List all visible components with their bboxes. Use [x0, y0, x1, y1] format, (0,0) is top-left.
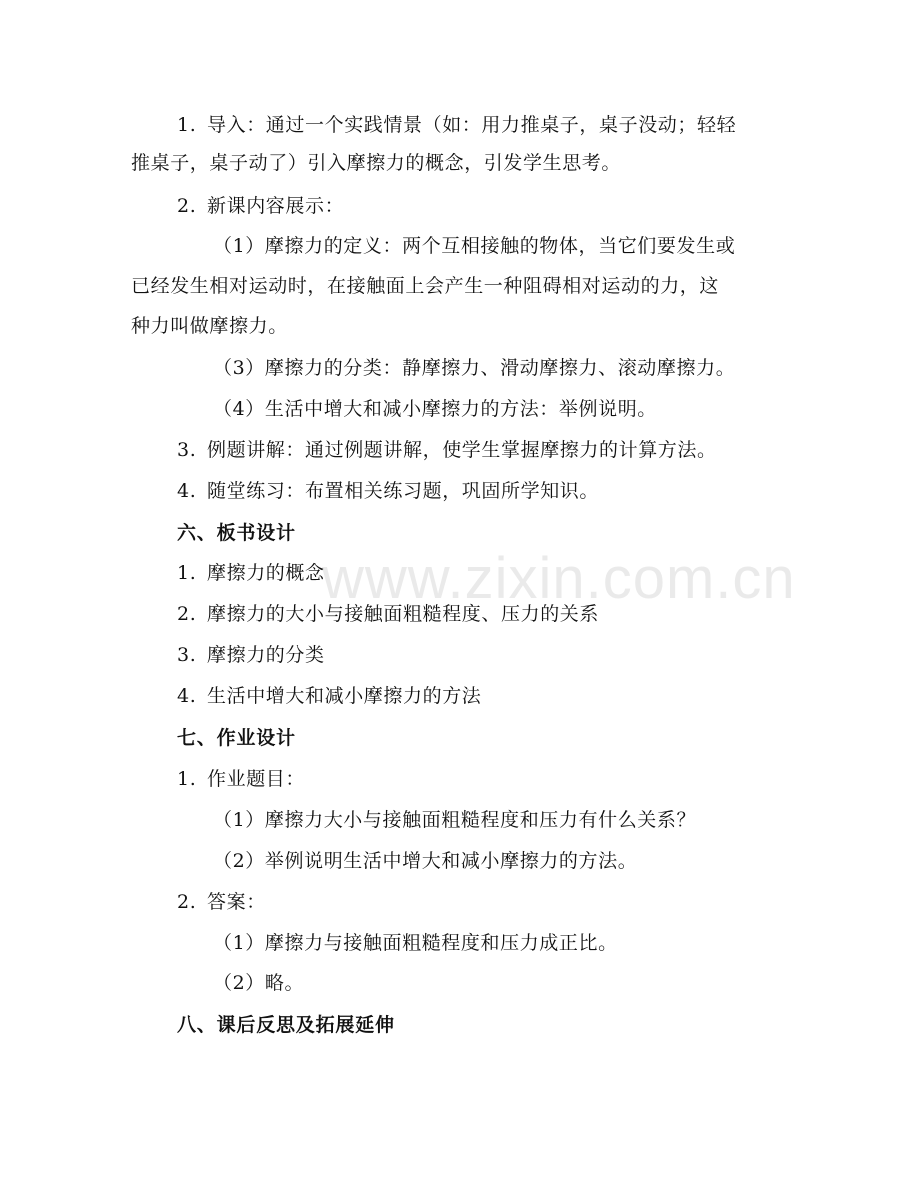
process-item-4	[177, 479, 599, 503]
item-text: 摩擦力的分类	[207, 644, 325, 666]
board-item-2	[177, 602, 599, 626]
watermark-text: www.zixin.com.cn	[322, 546, 796, 611]
process-item-3	[177, 438, 717, 462]
item-number: 2.	[177, 891, 197, 913]
homework-question-2: （2）举例说明生活中增大和减小摩擦力的方法。	[213, 850, 638, 872]
item-text: 新课内容展示：	[207, 195, 345, 217]
item-text: 答案：	[207, 891, 266, 913]
board-item-1	[177, 561, 325, 585]
homework-answer-1: （1）摩擦力与接触面粗糙程度和压力成正比。	[213, 932, 618, 954]
board-item-4	[177, 684, 481, 708]
item-number: 4.	[177, 480, 197, 502]
item-number: 3.	[177, 439, 197, 461]
section-6-heading: 六、板书设计	[177, 522, 296, 544]
item-number: 1.	[177, 114, 197, 136]
sub-item-4: （4）生活中增大和减小摩擦力的方法：举例说明。	[213, 398, 657, 420]
item-number: 2.	[177, 603, 197, 625]
item-text: 随堂练习：布置相关练习题，巩固所学知识。	[207, 480, 600, 502]
sub-item-1-line-1: （1）摩擦力的定义：两个互相接触的物体，当它们要发生或	[213, 235, 736, 257]
section-7-heading: 七、作业设计	[177, 727, 296, 749]
item-text: 生活中增大和减小摩擦力的方法	[207, 685, 482, 707]
homework-answer-2: （2）略。	[213, 972, 305, 994]
item-text: 摩擦力的大小与接触面粗糙程度、压力的关系	[207, 603, 600, 625]
item-text: 导入：通过一个实践情景（如：用力推桌子，桌子没动；轻轻	[207, 114, 737, 136]
item-number: 3.	[177, 644, 197, 666]
item-number: 4.	[177, 685, 197, 707]
homework-answers-label	[177, 890, 266, 914]
item-number: 1.	[177, 562, 197, 584]
item-text: 摩擦力的概念	[207, 562, 325, 584]
process-item-1-line-2: 推桌子，桌子动了）引入摩擦力的概念，引发学生思考。	[131, 152, 622, 174]
sub-item-1-line-2: 已经发生相对运动时，在接触面上会产生一种阻碍相对运动的力，这	[131, 275, 720, 297]
item-text: 例题讲解：通过例题讲解，使学生掌握摩擦力的计算方法。	[207, 439, 717, 461]
homework-question-1: （1）摩擦力大小与接触面粗糙程度和压力有什么关系？	[213, 809, 697, 831]
section-8-heading: 八、课后反思及拓展延伸	[177, 1014, 395, 1036]
process-item-1-line-1	[177, 113, 736, 137]
item-text: 作业题目：	[207, 768, 306, 790]
board-item-3	[177, 643, 325, 667]
process-item-2	[177, 194, 344, 218]
sub-item-1-line-3: 种力叫做摩擦力。	[131, 315, 288, 337]
sub-item-3: （3）摩擦力的分类：静摩擦力、滑动摩擦力、滚动摩擦力。	[213, 357, 736, 379]
homework-questions-label	[177, 767, 305, 791]
item-number: 2.	[177, 195, 197, 217]
item-number: 1.	[177, 768, 197, 790]
